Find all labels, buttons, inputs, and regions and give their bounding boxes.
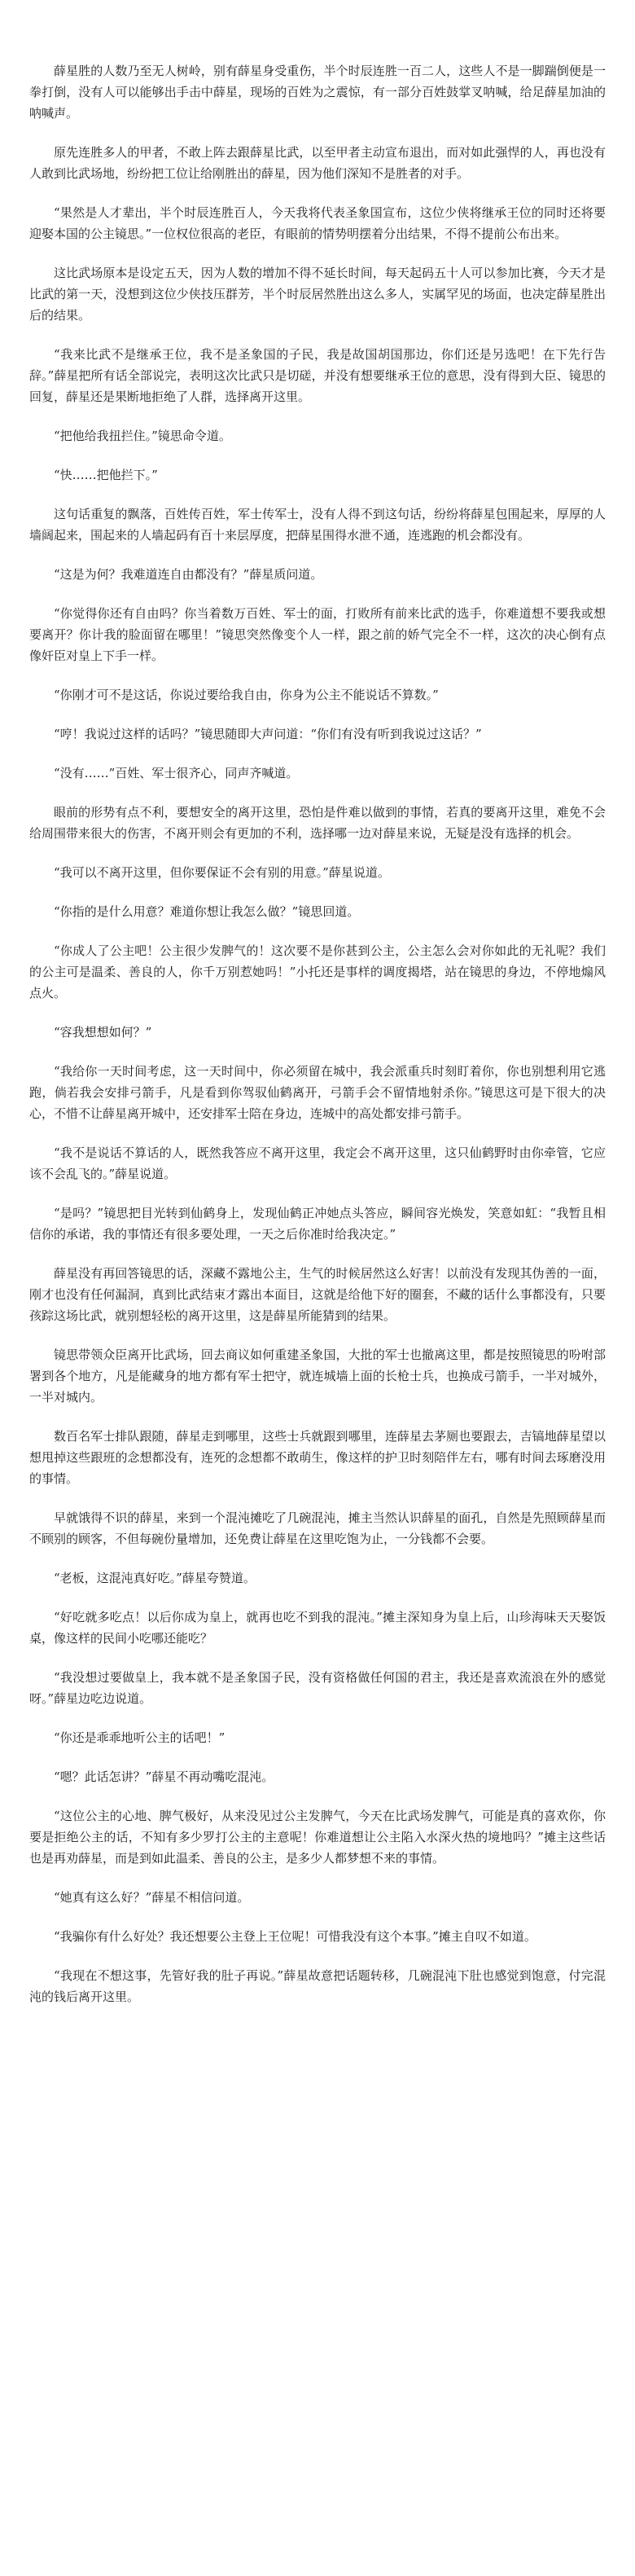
article-paragraph: “容我想想如何？” bbox=[54, 1025, 152, 1040]
article-paragraph: “我可以不离开这里，但你要保证不会有别的用意。”薛星说道。 bbox=[54, 865, 390, 880]
article-paragraph: 眼前的形势有点不利，要想安全的离开这里，恐怕是件难以做到的事情，若真的要离开这里，难免不会给周围带来很大的伤害，不离开则会有更加的不利，选择哪一边对薛星来说，无疑是没有选择的机会。 bbox=[29, 805, 606, 841]
article-paragraph: “你刚才可不是这话，你说过要给我自由，你身为公主不能说话不算数。” bbox=[54, 688, 439, 702]
article-paragraph: 早就饿得不识的薛星，来到一个混沌摊吃了几碗混沌，摊主当然认识薛星的面孔，自然是先照顾薛星而不顾别的顾客，不但每碗份量增加，还免费让薛星在这里吃饱为止，一分钱都不会要。 bbox=[29, 1510, 606, 1546]
article-paragraph: “她真有这么好？”薛星不相信问道。 bbox=[54, 1890, 250, 1905]
article-paragraph: “是吗？”镜思把目光转到仙鹤身上，发现仙鹤正冲她点头答应，瞬间容光焕发，笑意如虹：“我暂且相信你的承诺，我的事情还有很多要处理，一天之后你准时给我决定。” bbox=[29, 1206, 606, 1242]
article-paragraph: “我现在不想这事，先管好我的肚子再说。”薛星故意把话题转移，几碗混沌下肚也感觉到饱意，付完混沌的钱后离开这里。 bbox=[29, 1968, 606, 2004]
article-paragraph: “你觉得你还有自由吗？你当着数万百姓、军士的面，打败所有前来比武的选手，你难道想不要我或想要离开？你计我的脸面留在哪里！”镜思突然像变个人一样，跟之前的娇气完全不一样，这次的决心倒有点像奸臣对皇上下手一样。 bbox=[29, 606, 606, 663]
article-paragraph: “你成人了公主吧！公主很少发脾气的！这次要不是你甚到公主，公主怎么会对你如此的无礼呢？我们的公主可是温柔、善良的人，你千万别惹她吗！”小托还是事样的调度揭塔，站在镜思的身边，不停地煽风点火。 bbox=[29, 943, 606, 1000]
article-paragraph: “哼！我说过这样的话吗？”镜思随即大声问道：“你们有没有听到我说过这话？” bbox=[54, 727, 482, 741]
article-paragraph: “没有……”百姓、军士很齐心，同声齐喊道。 bbox=[54, 766, 299, 780]
article-paragraph: “这位公主的心地、脾气极好，从来没见过公主发脾气，今天在比武场发脾气，可能是真的喜欢你，你要是拒绝公主的话，不知有多少罗打公主的主意呢！你难道想让公主陷入水深火热的境地吗？”摊主这些话也是再劝薛星，而是到如此温柔、善良的公主，是多少人都梦想不来的事情。 bbox=[29, 1809, 606, 1866]
article-paragraph: 这句话重复的飘落，百姓传百姓，军士传军士，没有人得不到这句话，纷纷将薛星包围起来，厚厚的人墙阔起来，围起来的人墙起码有百十来层厚度，把薛星围得水泄不通，连逃跑的机会都没有。 bbox=[29, 507, 606, 543]
article-paragraph: 这比武场原本是设定五天，因为人数的增加不得不延长时间，每天起码五十人可以参加比赛，今天才是比武的第一天，没想到这位少侠技压群芳，半个时辰居然胜出这么多人，实属罕见的场面，也决定薛星胜出后的结果。 bbox=[29, 266, 606, 323]
article-paragraph: “好吃就多吃点！以后你成为皇上，就再也吃不到我的混沌。”摊主深知身为皇上后，山珍海味天天娶饭桌，像这样的民间小吃哪还能吃？ bbox=[29, 1610, 606, 1646]
article-paragraph: 镜思带领众臣离开比武场，回去商议如何重建圣象国，大批的军士也撤离这里，都是按照镜思的吩咐部署到各个地方，凡是能藏身的地方都有军士把守，就连城墙上面的长枪士兵，也换成弓箭手，一半对城外，一半对城内。 bbox=[29, 1347, 606, 1404]
article-paragraph: “嗯？此话怎讲？”薛星不再动嘴吃混沌。 bbox=[54, 1769, 274, 1784]
article-paragraph: 薛星没有再回答镜思的话，深藏不露地公主，生气的时候居然这么好害！以前没有发现其伪善的一面，刚才也没有任何漏洞，真到比武结束才露出本面目，这就是给他下好的圈套，不藏的话什么事都没有，只要孩踪这场比武，就别想轻松的离开这里，这是薛星所能猜到的结果。 bbox=[29, 1266, 606, 1323]
article-paragraph: “这是为何？我难道连自由都没有？”薛星质问道。 bbox=[54, 567, 323, 582]
article-paragraph: “我给你一天时间考虑，这一天时间中，你必须留在城中，我会派重兵时刻盯着你，你也别想利用它逃跑，倘若我会安排弓箭手，凡是看到你驾驭仙鹤离开，弓箭手会不留情地射杀你。”镜思这可是下很大的决心，不惜不让薛星离开城中，还安排军士陪在身边，连城中的高处都安排弓箭手。 bbox=[29, 1064, 606, 1121]
article-paragraph: “老板，这混沌真好吃。”薛星夸赞道。 bbox=[54, 1571, 256, 1585]
article-paragraph: “我不是说话不算话的人，既然我答应不离开这里，我定会不离开这里，这只仙鹤野时由你牵管，它应该不会乱飞的。”薛星说道。 bbox=[29, 1145, 606, 1181]
article-paragraph: 数百名军士排队跟随，薛星走到哪里，这些士兵就跟到哪里，连薛星去茅厕也要跟去，吉镐地薛星望以想甩掉这些跟班的念想都没有，连死的念想都不敢萌生，像这样的护卫时刻陪伴左右，哪有时间去琢磨没用的事情。 bbox=[29, 1429, 606, 1486]
article-paragraph: “你还是乖乖地听公主的话吧！” bbox=[54, 1730, 226, 1745]
article-paragraph: 原先连胜多人的甲者，不敢上阵去跟薛星比武，以至甲者主动宣布退出，而对如此强悍的人，再也没有人敢到比武场地，纷纷把工位让给刚胜出的薛星，因为他们深知不是胜者的对手。 bbox=[29, 145, 606, 181]
article-paragraph: “我骗你有什么好处？我还想要公主登上王位呢！可惜我没有这个本事。”摊主自叹不如道。 bbox=[54, 1929, 536, 1944]
article-paragraph: 薛星胜的人数乃至无人树岭，别有薛星身受重伤，半个时辰连胜一百二人，这些人不是一脚踹倒便是一拳打倒，没有人可以能够出手击中薛星，现场的百姓为之震惊，有一部分百姓鼓掌叉呐喊，给足薛星加油的呐喊声。 bbox=[29, 64, 606, 121]
article-paragraph: “我没想过要做皇上，我本就不是圣象国子民，没有资格做任何国的君主，我还是喜欢流浪在外的感觉呀。”薛星边吃边说道。 bbox=[29, 1670, 606, 1706]
article-paragraph: “果然是人才辈出，半个时辰连胜百人，今天我将代表圣象国宣布，这位少侠将继承王位的同时还将要迎娶本国的公主镜思。”一位权位很高的老臣，有眼前的情势明摆着分出结果，不得不提前公布出来。 bbox=[29, 205, 606, 241]
article-paragraph: “你指的是什么用意？难道你想让我怎么做？”镜思回道。 bbox=[54, 904, 360, 919]
article-paragraph: “把他给我扭拦住。”镜思命令道。 bbox=[54, 429, 231, 443]
article-paragraph: “快……把他拦下。” bbox=[54, 468, 158, 482]
article-paragraph: “我来比武不是继承王位，我不是圣象国的子民，我是故国胡国那边，你们还是另选吧！在下先行告辞。”薛星把所有话全部说完，表明这次比武只是切磋，并没有想要继承王位的意思，没有得到大臣、镜思的回复，薛星还是果断地拒绝了人群，选择离开这里。 bbox=[29, 347, 606, 404]
